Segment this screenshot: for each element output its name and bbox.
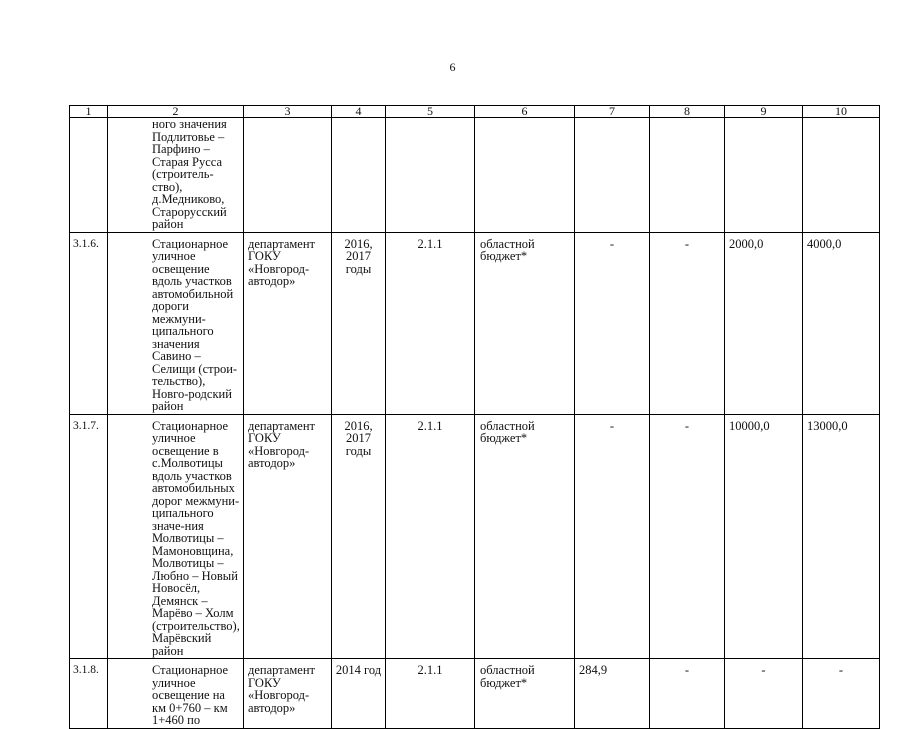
header-cell: 6 [475,106,575,118]
value-col7: 284,9 [575,659,650,729]
term: 2016, 2017 годы [332,414,386,659]
table-row [70,232,880,414]
value-col10 [803,118,880,233]
table-row [70,118,880,233]
term: 2014 год [332,659,386,729]
term: 2016, 2017 годы [332,232,386,414]
indicator: 2.1.1 [386,414,475,659]
value-col9 [725,118,803,233]
value-col8: - [650,414,725,659]
page-number: 6 [449,60,456,74]
header-cell: 3 [244,106,332,118]
executor: департамент ГОКУ «Новгород-автодор» [244,232,332,414]
header-cell: 8 [650,106,725,118]
indicator: 2.1.1 [386,232,475,414]
executor: департамент ГОКУ «Новгород-автодор» [244,659,332,729]
value-col8 [650,118,725,233]
indicator: 2.1.1 [386,659,475,729]
funding-source: областной бюджет* [475,232,575,414]
term [332,118,386,233]
value-col7: - [575,414,650,659]
activity-name: Стационарное уличное освещение вдоль участков автомобильной дороги межмуни-ципального значения Савино – Селищи (строи-тельство), Новго-родский район [108,232,244,414]
value-col10: 13000,0 [803,414,880,659]
table-row [70,414,880,659]
row-number: 3.1.7. [70,414,108,659]
header-cell: 4 [332,106,386,118]
program-table [69,105,880,729]
value-col9: 2000,0 [725,232,803,414]
executor: департамент ГОКУ «Новгород-автодор» [244,414,332,659]
value-col8: - [650,232,725,414]
header-cell: 10 [803,106,880,118]
executor [244,118,332,233]
funding-source: областной бюджет* [475,659,575,729]
table-row [70,659,880,729]
value-col10: 4000,0 [803,232,880,414]
header-cell: 5 [386,106,475,118]
header-row [70,106,880,118]
value-col8: - [650,659,725,729]
header-cell: 1 [70,106,108,118]
row-number: 3.1.8. [70,659,108,729]
header-cell: 9 [725,106,803,118]
indicator [386,118,475,233]
activity-name: ного значения Подлитовье – Парфино – Старая Русса (строитель-ство), д.Медниково, Старорусский район [108,118,244,233]
value-col10: - [803,659,880,729]
row-number [70,118,108,233]
activity-name: Стационарное уличное освещение в с.Молвотицы вдоль участков автомобильных дорог межмуни-ципального значе-ния Молвотицы – Мамоновщина, Молвотицы – Любно – Новый Новосёл, Демянск – Марёво – Холм (строительство), Марёвский район [108,414,244,659]
value-col9: 10000,0 [725,414,803,659]
value-col7: - [575,232,650,414]
funding-source: областной бюджет* [475,414,575,659]
row-number: 3.1.6. [70,232,108,414]
header-cell: 2 [108,106,244,118]
value-col9: - [725,659,803,729]
funding-source [475,118,575,233]
value-col7 [575,118,650,233]
activity-name: Стационарное уличное освещение на км 0+760 – км 1+460 по [108,659,244,729]
header-cell: 7 [575,106,650,118]
